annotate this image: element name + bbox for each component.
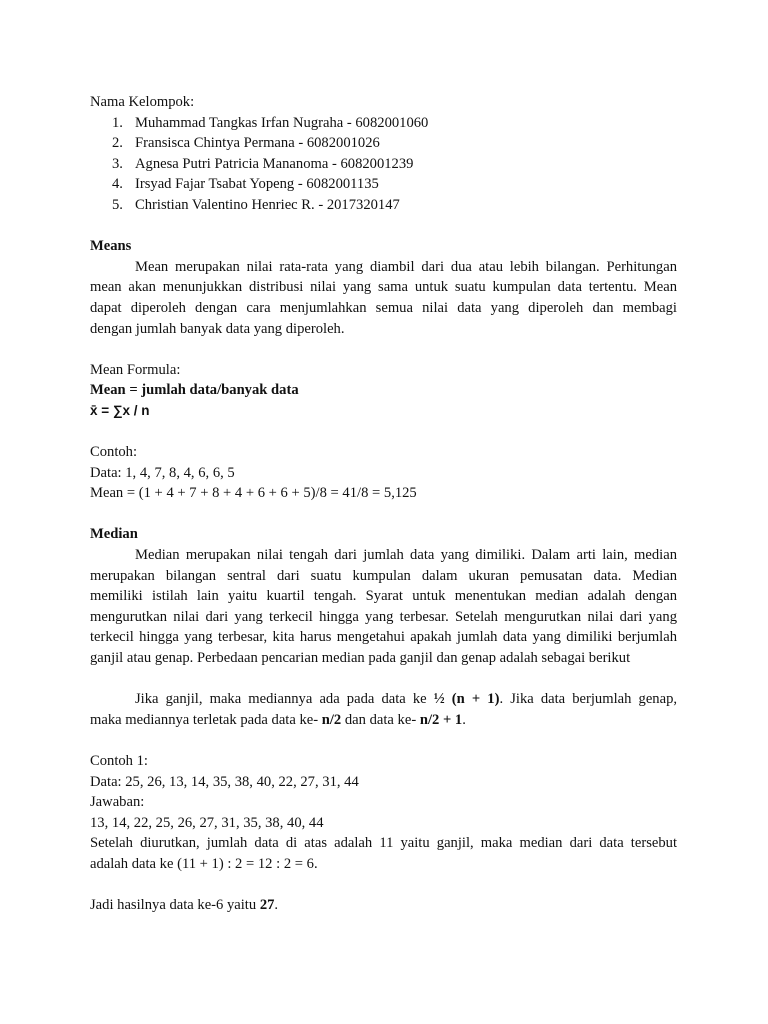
explanation-line: Setelah diurutkan, jumlah data di atas adalah 11 yaitu ganjil, maka median dari data tersebut [90,835,677,852]
list-item [90,174,677,195]
rule-formula: n/2 + 1 [419,711,463,728]
list-item [90,195,677,216]
list-number: 5. [112,196,123,213]
means-heading: Means [90,238,132,255]
rule-formula: ½ (n + 1) [433,691,500,708]
means-paragraph-line: mean akan menunjukkan distribusi nilai yang sama untuk suatu kumpulan data tertentu. Mean [90,279,677,296]
median-paragraph-line: memiliki istilah lain yaitu kuartil tengah. Syarat untuk menentukan median adalah dengan [90,588,677,605]
list-number: 4. [112,176,123,193]
example-result: Mean = (1 + 4 + 7 + 8 + 4 + 6 + 6 + 5)/8 = 41/8 = 5,125 [90,485,417,502]
example1-label: Contoh 1: [90,753,148,769]
list-number: 2. [112,135,123,152]
rule-formula: n/2 [321,711,342,728]
formula-label: Mean Formula: [90,361,181,378]
example-data: Data: 1, 4, 7, 8, 4, 6, 6, 5 [90,464,235,481]
means-paragraph-line: Mean merupakan nilai rata-rata yang diambil dari dua atau lebih bilangan. Perhitungan [135,258,677,275]
example-label: Contoh: [90,444,138,461]
list-item [90,133,677,154]
median-rule-line [90,710,677,731]
rule-text: . [462,711,466,728]
answer-label: Jawaban: [90,794,145,811]
member-list [90,113,677,216]
rule-text: maka mediannya terletak pada data ke- [90,711,322,728]
list-number: 3. [112,155,123,172]
median-paragraph-line: merupakan bilangan sentral dari suatu kumpulan dalam ukuran pemusatan data. Median [90,567,677,584]
group-heading: Nama Kelompok: [90,94,195,110]
rule-text: . Jika data berjumlah genap, [499,691,677,708]
median-paragraph-line: mengurutkan nilai dari yang terkecil hingga yang terbesar. Setelah mengurutkan nilai dari yang [90,608,677,625]
member-name: Fransisca Chintya Permana - 6082001026 [135,135,380,152]
list-item [90,113,677,134]
document-page [90,92,677,916]
result-text: . [274,897,279,914]
rule-text: dan data ke- [341,711,420,728]
explanation-line: adalah data ke (11 + 1) : 2 = 12 : 2 = 6. [90,855,318,872]
example1-data: Data: 25, 26, 13, 14, 35, 38, 40, 22, 27, 31, 44 [90,773,359,790]
formula-symbolic: x̄ = ∑x / n [90,402,150,418]
rule-text: Jika ganjil, maka mediannya ada pada data ke [135,691,434,708]
result-text: Jadi hasilnya data ke-6 yaitu [90,897,260,914]
member-name: Irsyad Fajar Tsabat Yopeng - 6082001135 [135,176,379,193]
median-paragraph-line: ganjil atau genap. Perbedaan pencarian median pada ganjil dan genap adalah sebagai berikut [90,650,631,667]
list-number: 1. [112,114,123,131]
member-name: Muhammad Tangkas Irfan Nugraha - 6082001060 [135,114,429,131]
median-rule-line [90,689,677,710]
means-paragraph-line: dapat diperoleh dengan cara menjumlahkan semua nilai data yang diperoleh dan membagi [90,299,677,316]
formula-text: Mean = jumlah data/banyak data [90,382,299,399]
member-name: Agnesa Putri Patricia Mananoma - 6082001239 [135,155,414,172]
median-heading: Median [90,526,138,543]
median-paragraph-line: terkecil hingga yang terbesar, kita harus mengetahui apakah jumlah data yang dimiliki berjumlah [90,629,677,646]
result-line [90,895,677,916]
sorted-data: 13, 14, 22, 25, 26, 27, 31, 35, 38, 40, 44 [90,814,324,831]
member-name: Christian Valentino Henriec R. - 2017320147 [135,196,400,213]
result-value: 27 [259,897,275,914]
list-item [90,154,677,175]
means-paragraph-line: dengan jumlah banyak data yang diperoleh. [90,320,345,337]
median-paragraph-line: Median merupakan nilai tengah dari jumlah data yang dimiliki. Dalam arti lain, median [135,547,677,564]
